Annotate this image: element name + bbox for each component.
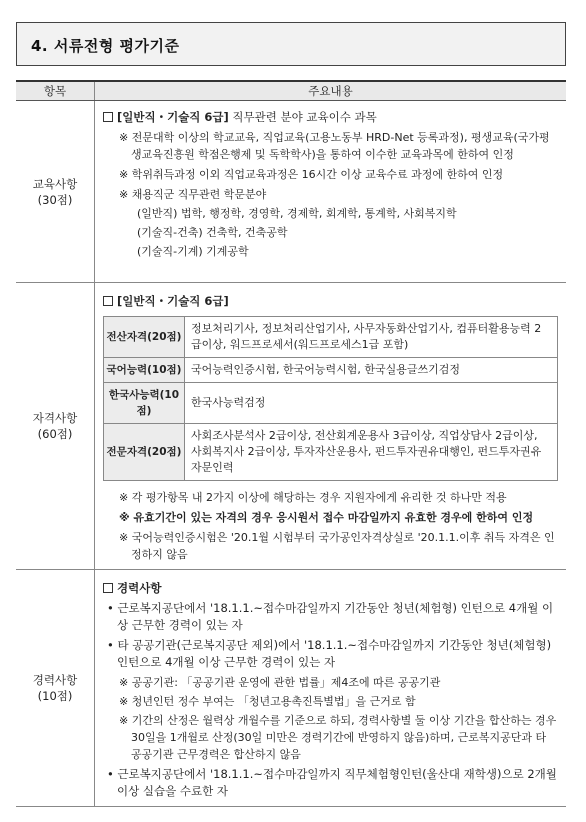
checkbox-square-icon <box>103 296 113 306</box>
qualification-note-emphasis: ※ 유효기간이 있는 자격의 경우 응시원서 접수 마감일까지 유효한 경우에 한하여 인정 <box>119 511 534 524</box>
table-row <box>104 424 558 481</box>
category-label: 교육사항 <box>32 176 78 191</box>
heading-text: [일반직・기술직 6급] <box>117 294 229 308</box>
qualification-value: 정보처리기사, 정보처리산업기사, 사무자동화산업기사, 컴퓨터활용능력 2급이상, 워드프로세서(워드프로세스1급 포함) <box>185 317 558 358</box>
category-points: (30점) <box>37 192 73 207</box>
category-label: 자격사항 <box>32 411 78 425</box>
qualification-label: 전산자격(20점) <box>104 317 185 358</box>
education-note: ※ 채용직군 직무관련 학문분야 <box>119 188 267 201</box>
education-note: ※ 전문대학 이상의 학교교육, 직업교육(고용노동부 HRD-Net 등록과정), 평생교육(국가평생교육진흥원 학점은행제 및 독학학사)을 통하여 이수한 교육과목에 한하여 인정 <box>119 131 550 161</box>
career-bullet: • 타 공공기관(근로복지공단 제외)에서 '18.1.1.~접수마감일까지 기간동안 청년(체험형)인턴으로 4개월 이상 근무한 경력이 있는 자 <box>107 638 552 669</box>
checkbox-square-icon <box>103 112 113 122</box>
table-header-row <box>16 81 566 101</box>
heading-bold: [일반직・기술직 6급] <box>117 110 229 124</box>
education-field: (일반직) 법학, 행정학, 경영학, 경제학, 회계학, 통계학, 사회복지학 <box>137 207 457 220</box>
qualification-table <box>103 316 558 481</box>
qualification-value: 사회조사분석사 2급이상, 전산회계운용사 3급이상, 직업상담사 2급이상, 사회복지사 2급이상, 투자자산운용사, 펀드투자권유대행인, 펀드투자권유자문인력 <box>185 424 558 481</box>
row-career <box>16 570 566 807</box>
education-field: (기술직-기계) 기계공학 <box>137 245 249 258</box>
checkbox-square-icon <box>103 583 113 593</box>
qualification-label: 전문자격(20점) <box>104 424 185 481</box>
qualification-value: 국어능력인증시험, 한국어능력시험, 한국실용글쓰기검정 <box>185 358 558 383</box>
row-education <box>16 101 566 283</box>
career-heading <box>103 580 558 597</box>
qualification-note: ※ 각 평가항목 내 2가지 이상에 해당하는 경우 지원자에게 유리한 것 하나만 적용 <box>119 491 507 504</box>
career-note: ※ 공공기관: 「공공기관 운영에 관한 법률」제4조에 따른 공공기관 <box>119 676 441 689</box>
header-content: 주요내용 <box>95 81 567 101</box>
row-qualification <box>16 283 566 570</box>
content-qualification <box>95 283 567 570</box>
category-qualification <box>16 283 95 570</box>
table-row <box>104 317 558 358</box>
education-field: (기술직-건축) 건축학, 건축공학 <box>137 226 288 239</box>
heading-rest: 직무관련 분야 교육이수 과목 <box>228 110 377 124</box>
career-note: ※ 기간의 산정은 월력상 개월수를 기준으로 하되, 경력사항별 둘 이상 기간을 합산하는 경우 30일을 1개월로 산정(30일 미만은 경력기간에 반영하지 않음)하며, 근로복지공단과 타 공공기관 근무경력은 합산하지 않음 <box>119 714 557 761</box>
qualification-label: 한국사능력(10점) <box>104 383 185 424</box>
section-title: 4. 서류전형 평가기준 <box>31 37 180 55</box>
category-points: (10점) <box>37 689 73 703</box>
category-career <box>16 570 95 807</box>
qualification-label: 국어능력(10점) <box>104 358 185 383</box>
table-row <box>104 383 558 424</box>
qualification-heading <box>103 293 558 310</box>
qualification-value: 한국사능력검정 <box>185 383 558 424</box>
table-row <box>104 358 558 383</box>
heading-text: 경력사항 <box>117 581 162 595</box>
header-category: 항목 <box>16 81 95 101</box>
category-points: (60점) <box>37 427 73 441</box>
education-note: ※ 학위취득과정 이외 직업교육과정은 16시간 이상 교육수료 과정에 한하여 인정 <box>119 168 504 181</box>
career-bullet: • 근로복지공단에서 '18.1.1.~접수마감일까지 기간동안 청년(체험형) 인턴으로 4개월 이상 근무한 경력이 있는 자 <box>107 601 554 632</box>
content-career <box>95 570 567 807</box>
qualification-note: ※ 국어능력인증시험은 '20.1월 시험부터 국가공인자격상실로 '20.1.1.이후 취득 자격은 인정하지 않음 <box>119 531 555 561</box>
education-heading <box>103 109 558 126</box>
category-education <box>16 101 95 283</box>
career-note: ※ 청년인턴 정수 부여는 「청년고용촉진특별법」을 근거로 함 <box>119 695 416 708</box>
category-label: 경력사항 <box>32 673 78 687</box>
career-bullet: • 근로복지공단에서 '18.1.1.~접수마감일까지 직무체험형인턴(울산대 재학생)으로 2개월 이상 실습을 수료한 자 <box>107 767 557 798</box>
section-title-box <box>16 22 566 66</box>
content-education <box>95 101 567 283</box>
evaluation-table <box>16 80 566 807</box>
